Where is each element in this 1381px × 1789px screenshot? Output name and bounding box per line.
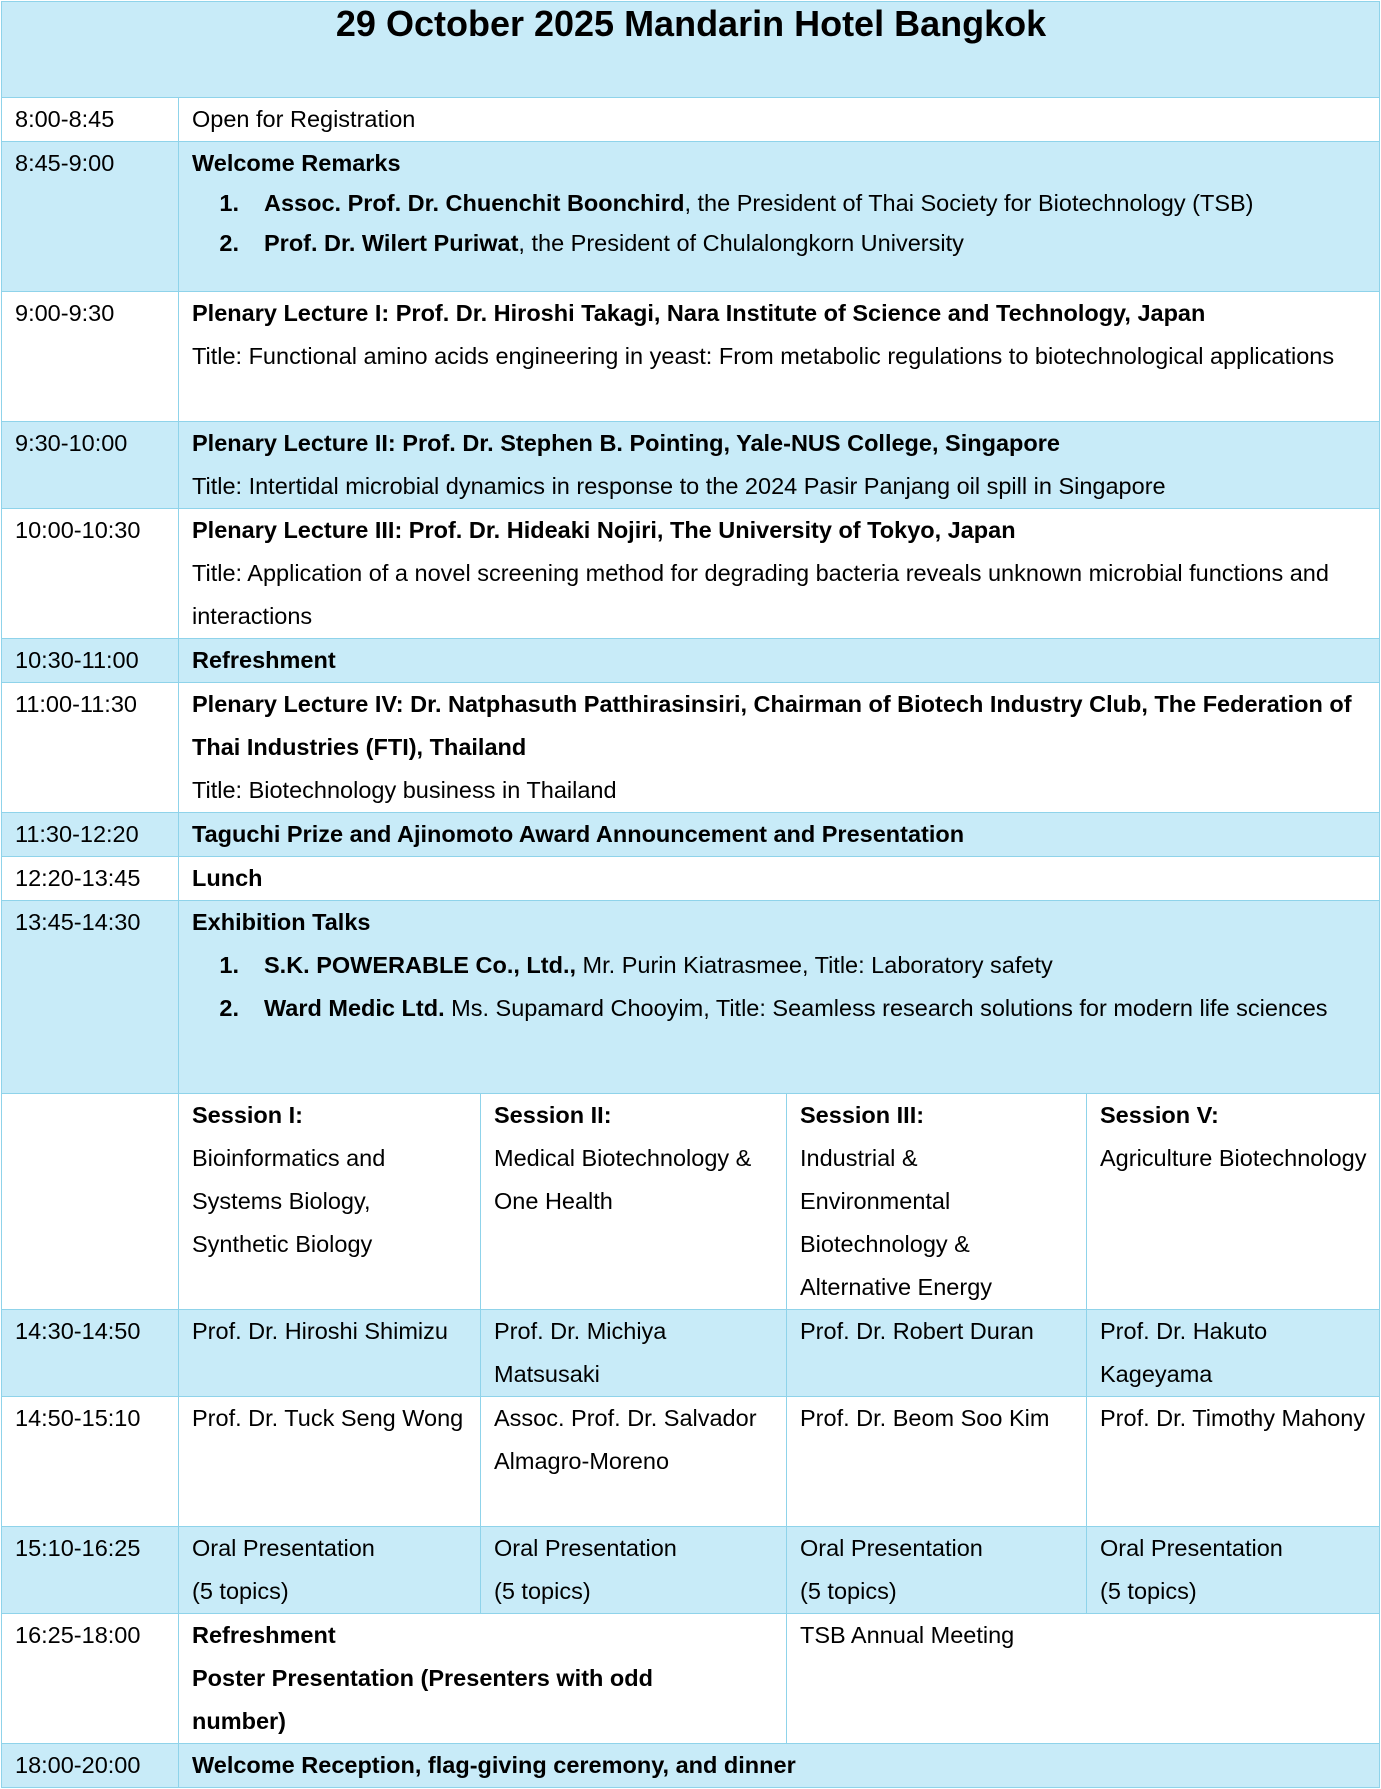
evening-row bbox=[2, 1614, 1380, 1744]
oral-cell bbox=[481, 1527, 787, 1614]
lecture-heading: Plenary Lecture I: Prof. Dr. Hiroshi Takagi, Nara Institute of Science and Technology, Japan bbox=[192, 300, 1206, 326]
time-cell bbox=[2, 1094, 179, 1310]
oral-cell bbox=[179, 1527, 481, 1614]
speaker-cell: Prof. Dr. Tuck Seng Wong bbox=[179, 1397, 481, 1527]
time-cell: 9:00-9:30 bbox=[2, 292, 179, 422]
session-cell bbox=[179, 1094, 481, 1310]
event-cell: Welcome Reception, flag-giving ceremony, and dinner bbox=[179, 1744, 1380, 1788]
session-name: Session III: bbox=[800, 1102, 925, 1128]
slot1-row bbox=[2, 1310, 1380, 1397]
title-row bbox=[2, 2, 1380, 98]
oral-cell bbox=[1087, 1527, 1380, 1614]
plenary4-row bbox=[2, 683, 1380, 813]
talk-detail: Ms. Supamard Chooyim, Title: Seamless research solutions for modern life sciences bbox=[444, 995, 1328, 1021]
oral-label: Oral Presentation bbox=[800, 1535, 983, 1561]
speaker-role: , the President of Chulalongkorn University bbox=[518, 230, 964, 256]
speaker-cell: Prof. Dr. Michiya Matsusaki bbox=[481, 1310, 787, 1397]
time-cell: 10:00-10:30 bbox=[2, 509, 179, 639]
welcome-list bbox=[192, 183, 1367, 263]
plenary1-row bbox=[2, 292, 1380, 422]
speaker-cell: Prof. Dr. Hiroshi Shimizu bbox=[179, 1310, 481, 1397]
plenary3-row bbox=[2, 509, 1380, 639]
event-cell: Lunch bbox=[179, 857, 1380, 901]
list-item bbox=[192, 987, 1367, 1030]
company-name: Ward Medic Ltd. bbox=[264, 995, 445, 1021]
session-topic: Agriculture Biotechnology bbox=[1100, 1145, 1367, 1171]
refreshment-label: Refreshment bbox=[192, 1622, 336, 1648]
sessions-header-row bbox=[2, 1094, 1380, 1310]
oral-topics: (5 topics) bbox=[192, 1578, 289, 1604]
event-cell bbox=[179, 422, 1380, 509]
time-cell: 18:00-20:00 bbox=[2, 1744, 179, 1788]
schedule-table bbox=[1, 1, 1380, 1788]
poster-cell bbox=[179, 1614, 787, 1744]
list-number: 1. bbox=[219, 952, 239, 978]
time-cell: 14:30-14:50 bbox=[2, 1310, 179, 1397]
event-cell: Taguchi Prize and Ajinomoto Award Announcement and Presentation bbox=[179, 813, 1380, 857]
event-cell bbox=[179, 142, 1380, 292]
time-cell: 8:00-8:45 bbox=[2, 98, 179, 142]
session-name: Session II: bbox=[494, 1102, 612, 1128]
oral-cell bbox=[787, 1527, 1087, 1614]
time-cell: 13:45-14:30 bbox=[2, 901, 179, 1094]
session-name: Session I: bbox=[192, 1102, 304, 1128]
lecture-heading: Plenary Lecture IV: Dr. Natphasuth Patthirasinsiri, Chairman of Biotech Industry Club, The Federation of Thai Industries (FTI), Thailand bbox=[192, 691, 1352, 760]
oral-topics: (5 topics) bbox=[800, 1578, 897, 1604]
time-cell: 8:45-9:00 bbox=[2, 142, 179, 292]
oral-label: Oral Presentation bbox=[494, 1535, 677, 1561]
welcome-heading: Welcome Remarks bbox=[192, 150, 401, 176]
speaker-cell: Prof. Dr. Hakuto Kageyama bbox=[1087, 1310, 1380, 1397]
exhibition-list bbox=[192, 944, 1367, 1030]
speaker-name: Prof. Dr. Wilert Puriwat bbox=[264, 230, 519, 256]
list-item bbox=[192, 223, 1367, 263]
speaker-cell: Prof. Dr. Robert Duran bbox=[787, 1310, 1087, 1397]
registration-row bbox=[2, 98, 1380, 142]
talk-detail: Mr. Purin Kiatrasmee, Title: Laboratory safety bbox=[576, 952, 1053, 978]
list-number: 2. bbox=[219, 230, 239, 256]
session-topic: Industrial & Environmental Biotechnology & Alternative Energy bbox=[800, 1145, 993, 1300]
speaker-cell: Prof. Dr. Beom Soo Kim bbox=[787, 1397, 1087, 1527]
list-item bbox=[192, 944, 1367, 987]
poster-label: Poster Presentation (Presenters with odd number) bbox=[192, 1665, 653, 1734]
lecture-title: Title: Biotechnology business in Thailand bbox=[192, 777, 617, 803]
time-cell: 12:20-13:45 bbox=[2, 857, 179, 901]
speaker-role: , the President of Thai Society for Biotechnology (TSB) bbox=[684, 190, 1254, 216]
speaker-cell: Prof. Dr. Timothy Mahony bbox=[1087, 1397, 1380, 1527]
session-name: Session V: bbox=[1100, 1102, 1219, 1128]
oral-topics: (5 topics) bbox=[1100, 1578, 1197, 1604]
oral-label: Oral Presentation bbox=[1100, 1535, 1283, 1561]
session-topic: Bioinformatics and Systems Biology, Synthetic Biology bbox=[192, 1145, 386, 1257]
oral-label: Oral Presentation bbox=[192, 1535, 375, 1561]
lecture-heading: Plenary Lecture III: Prof. Dr. Hideaki Nojiri, The University of Tokyo, Japan bbox=[192, 517, 1016, 543]
award-row bbox=[2, 813, 1380, 857]
time-cell: 16:25-18:00 bbox=[2, 1614, 179, 1744]
event-cell: Refreshment bbox=[179, 639, 1380, 683]
session-topic: Medical Biotechnology & One Health bbox=[494, 1145, 752, 1214]
session-cell bbox=[1087, 1094, 1380, 1310]
page-title: 29 October 2025 Mandarin Hotel Bangkok bbox=[2, 2, 1380, 98]
exhibition-heading: Exhibition Talks bbox=[192, 909, 371, 935]
meeting-cell: TSB Annual Meeting bbox=[787, 1614, 1380, 1744]
speaker-name: Assoc. Prof. Dr. Chuenchit Boonchird bbox=[264, 190, 685, 216]
list-number: 1. bbox=[219, 190, 239, 216]
list-number: 2. bbox=[219, 995, 239, 1021]
session-cell bbox=[481, 1094, 787, 1310]
time-cell: 14:50-15:10 bbox=[2, 1397, 179, 1527]
time-cell: 11:00-11:30 bbox=[2, 683, 179, 813]
event-cell bbox=[179, 292, 1380, 422]
lecture-title: Title: Intertidal microbial dynamics in response to the 2024 Pasir Panjang oil spill in Singapore bbox=[192, 473, 1166, 499]
slot2-row bbox=[2, 1397, 1380, 1527]
exhibition-row bbox=[2, 901, 1380, 1094]
refreshment-row bbox=[2, 639, 1380, 683]
lecture-heading: Plenary Lecture II: Prof. Dr. Stephen B. Pointing, Yale-NUS College, Singapore bbox=[192, 430, 1060, 456]
list-item bbox=[192, 183, 1367, 223]
plenary2-row bbox=[2, 422, 1380, 509]
oral-row bbox=[2, 1527, 1380, 1614]
company-name: S.K. POWERABLE Co., Ltd., bbox=[264, 952, 577, 978]
time-cell: 9:30-10:00 bbox=[2, 422, 179, 509]
speaker-cell: Assoc. Prof. Dr. Salvador Almagro-Moreno bbox=[481, 1397, 787, 1527]
event-cell bbox=[179, 509, 1380, 639]
time-cell: 10:30-11:00 bbox=[2, 639, 179, 683]
oral-topics: (5 topics) bbox=[494, 1578, 591, 1604]
session-cell bbox=[787, 1094, 1087, 1310]
reception-row bbox=[2, 1744, 1380, 1788]
lecture-title: Title: Application of a novel screening method for degrading bacteria reveals unknown microbial functions and interactions bbox=[192, 560, 1329, 629]
time-cell: 11:30-12:20 bbox=[2, 813, 179, 857]
event-cell bbox=[179, 901, 1380, 1094]
lecture-title: Title: Functional amino acids engineering in yeast: From metabolic regulations to biotechnological applications bbox=[192, 343, 1335, 369]
time-cell: 15:10-16:25 bbox=[2, 1527, 179, 1614]
event-cell: Open for Registration bbox=[179, 98, 1380, 142]
welcome-row bbox=[2, 142, 1380, 292]
event-cell bbox=[179, 683, 1380, 813]
lunch-row bbox=[2, 857, 1380, 901]
